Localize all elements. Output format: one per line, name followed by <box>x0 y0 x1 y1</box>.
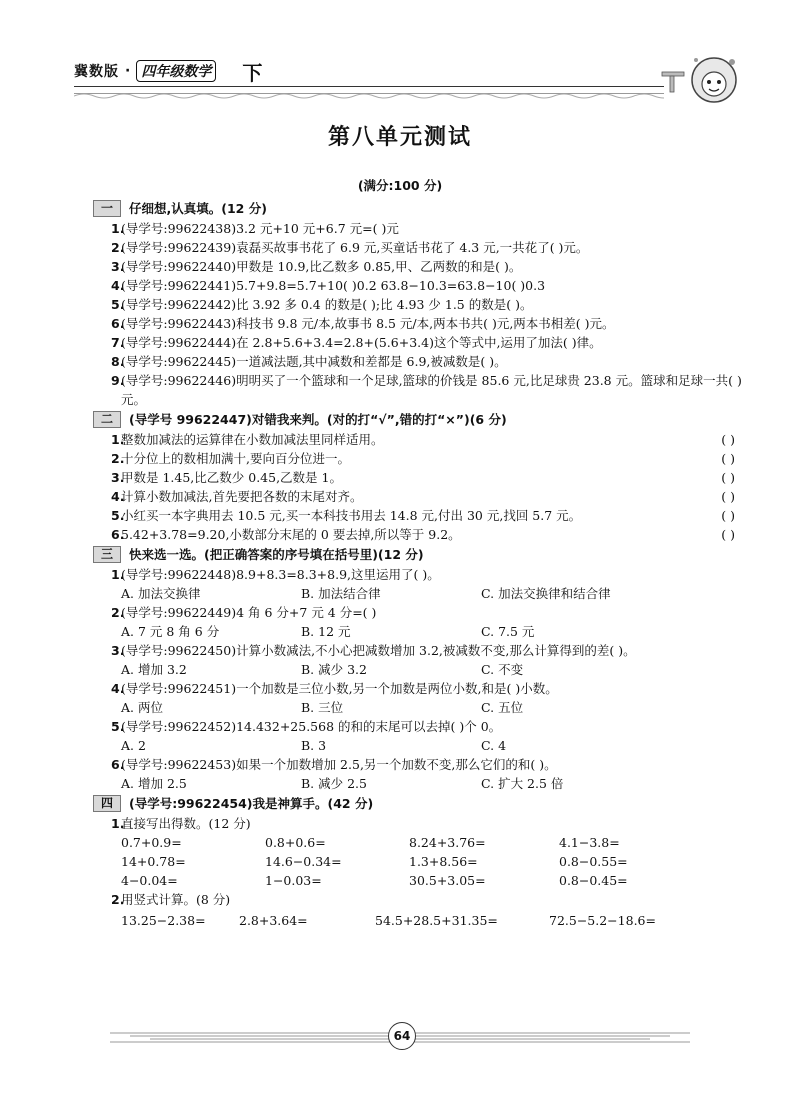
question-item: 4. (导学号:99622441)5.7+9.8=5.7+10( )0.2 63.8−10.3=63.8−10( )0.3 <box>111 278 546 293</box>
answer-blank[interactable]: ( ) <box>721 451 735 466</box>
choice-options <box>93 698 743 717</box>
answer-blank[interactable]: ( ) <box>721 508 735 523</box>
question-text: (导学号:99622451)一个加数是三位小数,另一个加数是两位小数,和是( )小数。 <box>121 681 558 696</box>
total-score: (满分:100 分) <box>357 178 443 193</box>
choice-options <box>93 774 743 793</box>
calc-item: 0.8−0.45= <box>559 873 628 888</box>
edition-label: 冀数版 <box>74 64 119 80</box>
calc-item: 2.8+3.64= <box>239 913 308 928</box>
question-text: 十分位上的数相加满十,要向百分位进一。 <box>121 451 350 466</box>
section-title: (导学号 99622447)对错我来判。(对的打“√”,错的打“×”)(6 分) <box>129 412 507 427</box>
option-a[interactable]: A. 2 <box>121 738 146 753</box>
question-text: (导学号:99622441)5.7+9.8=5.7+10( )0.2 63.8−10.3=63.8−10( )0.3 <box>121 278 546 293</box>
question-item: 1. (导学号:99622438)3.2 元+10 元+6.7 元=( )元 <box>111 221 399 236</box>
choice-question: 5. (导学号:99622452)14.432+25.568 的和的末尾可以去掉( )个 0。 <box>111 719 502 734</box>
subsection-text: 直接写出得数。(12 分) <box>121 816 251 831</box>
calc-item: 1−0.03= <box>265 873 322 888</box>
judge-item: 1. 整数加减法的运算律在小数加减法里同样适用。 ( ) <box>111 432 735 447</box>
subsection-heading: 2. 用竖式计算。(8 分) <box>111 892 231 907</box>
question-text: 计算小数加减法,首先要把各数的末尾对齐。 <box>121 489 363 504</box>
option-c[interactable]: C. 加法交换律和结合律 <box>481 586 611 601</box>
question-text: (导学号:99622440)甲数是 10.9,比乙数多 0.85,甲、乙两数的和是( )。 <box>121 259 522 274</box>
option-b[interactable]: B. 3 <box>301 738 327 753</box>
question-item: 6. (导学号:99622443)科技书 9.8 元/本,故事书 8.5 元/本,两本书共( )元,两本书相差( )元。 <box>111 316 615 331</box>
choice-options <box>93 736 743 755</box>
question-text: (导学号:99622450)计算小数减法,不小心把减数增加 3.2,被减数不变,那么计算得到的差( )。 <box>121 643 636 658</box>
mental-calc-row <box>93 871 743 890</box>
header-wave <box>74 92 664 100</box>
answer-blank[interactable]: ( ) <box>721 470 735 485</box>
choice-question: 2. (导学号:99622449)4 角 6 分+7 元 4 分=( ) <box>111 605 377 620</box>
section-title: 快来选一选。(把正确答案的序号填在括号里)(12 分) <box>129 547 424 562</box>
choice-options <box>93 584 743 603</box>
answer-blank[interactable]: ( ) <box>721 432 735 447</box>
calc-item: 54.5+28.5+31.35= <box>375 913 498 928</box>
choice-options <box>93 622 743 641</box>
question-item: 9. (导学号:99622446)明明买了一个篮球和一个足球,篮球的价钱是 85.6 元,比足球贵 23.8 元。篮球和足球一共( )元。 <box>111 373 742 407</box>
mental-calc-row <box>93 852 743 871</box>
option-a[interactable]: A. 7 元 8 角 6 分 <box>121 624 220 639</box>
question-text: (导学号:99622448)8.9+8.3=8.3+8.9,这里运用了( )。 <box>121 567 440 582</box>
footer-rule-left <box>110 1031 390 1043</box>
calc-item: 30.5+3.05= <box>409 873 486 888</box>
option-a[interactable]: A. 两位 <box>121 700 163 715</box>
option-c[interactable]: C. 4 <box>481 738 507 753</box>
question-item: 2. (导学号:99622439)袁磊买故事书花了 6.9 元,买童话书花了 4.3 元,一共花了( )元。 <box>111 240 589 255</box>
question-text: (导学号:99622439)袁磊买故事书花了 6.9 元,买童话书花了 4.3 元,一共花了( )元。 <box>121 240 589 255</box>
choice-question: 6. (导学号:99622453)如果一个加数增加 2.5,另一个加数不变,那么它们的和( )。 <box>111 757 557 772</box>
page-title: 第八单元测试 <box>327 125 472 150</box>
question-text: 小红买一本字典用去 10.5 元,买一本科技书用去 14.8 元,付出 30 元,找回 5.7 元。 <box>121 508 582 523</box>
question-text: 甲数是 1.45,比乙数少 0.45,乙数是 1。 <box>121 470 342 485</box>
calc-item: 13.25−2.38= <box>121 913 206 928</box>
question-item: 7. (导学号:99622444)在 2.8+5.6+3.4=2.8+(5.6+3.4)这个等式中,运用了加法( )律。 <box>111 335 602 350</box>
calc-item: 4−0.04= <box>121 873 178 888</box>
grade-label: 四年级数学 <box>136 60 216 82</box>
page-number: 64 <box>388 1022 416 1050</box>
calc-item: 72.5−5.2−18.6= <box>549 913 656 928</box>
option-b[interactable]: B. 三位 <box>301 700 344 715</box>
question-text: (导学号:99622444)在 2.8+5.6+3.4=2.8+(5.6+3.4)这个等式中,运用了加法( )律。 <box>121 335 602 350</box>
question-text: (导学号:99622453)如果一个加数增加 2.5,另一个加数不变,那么它们的和( )。 <box>121 757 557 772</box>
question-text: (导学号:99622446)明明买了一个篮球和一个足球,篮球的价钱是 85.6 元,比足球贵 23.8 元。篮球和足球一共( )元。 <box>121 373 742 407</box>
section-heading <box>93 409 743 430</box>
question-text: (导学号:99622438)3.2 元+10 元+6.7 元=( )元 <box>121 221 399 236</box>
section-heading <box>93 793 743 814</box>
option-b[interactable]: B. 减少 3.2 <box>301 662 367 677</box>
choice-question: 1. (导学号:99622448)8.9+8.3=8.3+8.9,这里运用了( )。 <box>111 567 440 582</box>
question-text: (导学号:99622449)4 角 6 分+7 元 4 分=( ) <box>121 605 377 620</box>
question-text: 5.42+3.78=9.20,小数部分末尾的 0 要去掉,所以等于 9.2。 <box>121 527 461 542</box>
cartoon-decoration-icon <box>652 50 742 106</box>
answer-blank[interactable]: ( ) <box>721 489 735 504</box>
calc-item: 14.6−0.34= <box>265 854 342 869</box>
section-heading <box>93 544 743 565</box>
calc-item: 1.3+8.56= <box>409 854 478 869</box>
question-text: (导学号:99622443)科技书 9.8 元/本,故事书 8.5 元/本,两本书共( )元,两本书相差( )元。 <box>121 316 615 331</box>
judge-item: 6. 5.42+3.78=9.20,小数部分末尾的 0 要去掉,所以等于 9.2。 ( ) <box>111 527 735 542</box>
question-text: 整数加减法的运算律在小数加减法里同样适用。 <box>121 432 384 447</box>
section-number: 一 <box>93 200 121 217</box>
choice-question: 3. (导学号:99622450)计算小数减法,不小心把减数增加 3.2,被减数不变,那么计算得到的差( )。 <box>111 643 636 658</box>
choice-options <box>93 660 743 679</box>
section-heading <box>93 198 743 219</box>
calc-item: 0.7+0.9= <box>121 835 182 850</box>
option-b[interactable]: B. 加法结合律 <box>301 586 381 601</box>
question-text: (导学号:99622445)一道减法题,其中减数和差都是 6.9,被减数是( )。 <box>121 354 507 369</box>
option-b[interactable]: B. 减少 2.5 <box>301 776 367 791</box>
question-item: 5. (导学号:99622442)比 3.92 多 0.4 的数是( );比 4.93 少 1.5 的数是( )。 <box>111 297 533 312</box>
worksheet-content <box>93 198 743 930</box>
calc-item: 8.24+3.76= <box>409 835 486 850</box>
option-a[interactable]: A. 加法交换律 <box>121 586 201 601</box>
footer-rule-right <box>410 1031 690 1043</box>
section-title: (导学号:99622454)我是神算手。(42 分) <box>129 796 374 811</box>
page-header <box>74 58 262 84</box>
judge-item: 3. 甲数是 1.45,比乙数少 0.45,乙数是 1。 ( ) <box>111 470 735 485</box>
choice-question: 4. (导学号:99622451)一个加数是三位小数,另一个加数是两位小数,和是( )小数。 <box>111 681 558 696</box>
subsection-heading: 1. 直接写出得数。(12 分) <box>111 816 251 831</box>
judge-item: 2. 十分位上的数相加满十,要向百分位进一。 ( ) <box>111 451 735 466</box>
header-dot: · <box>125 63 131 79</box>
vertical-calc-row <box>93 911 743 930</box>
question-text: (导学号:99622452)14.432+25.568 的和的末尾可以去掉( )个 0。 <box>121 719 502 734</box>
subsection-text: 用竖式计算。(8 分) <box>121 892 231 907</box>
section-number: 二 <box>93 411 121 428</box>
calc-item: 0.8+0.6= <box>265 835 326 850</box>
calc-item: 4.1−3.8= <box>559 835 620 850</box>
option-a[interactable]: A. 增加 2.5 <box>121 776 187 791</box>
option-c[interactable]: C. 不变 <box>481 662 524 677</box>
section-number: 三 <box>93 546 121 563</box>
calc-item: 14+0.78= <box>121 854 186 869</box>
judge-item: 5. 小红买一本字典用去 10.5 元,买一本科技书用去 14.8 元,付出 30 元,找回 5.7 元。 ( ) <box>111 508 735 523</box>
option-c[interactable]: C. 扩大 2.5 倍 <box>481 776 564 791</box>
page-footer <box>110 1022 690 1052</box>
option-a[interactable]: A. 增加 3.2 <box>121 662 187 677</box>
question-item: 8. (导学号:99622445)一道减法题,其中减数和差都是 6.9,被减数是( )。 <box>111 354 507 369</box>
option-c[interactable]: C. 7.5 元 <box>481 624 535 639</box>
option-c[interactable]: C. 五位 <box>481 700 524 715</box>
section-number: 四 <box>93 795 121 812</box>
question-item: 3. (导学号:99622440)甲数是 10.9,比乙数多 0.85,甲、乙两数的和是( )。 <box>111 259 522 274</box>
answer-blank[interactable]: ( ) <box>721 527 735 542</box>
option-b[interactable]: B. 12 元 <box>301 624 351 639</box>
mental-calc-row <box>93 833 743 852</box>
judge-item: 4. 计算小数加减法,首先要把各数的末尾对齐。 ( ) <box>111 489 735 504</box>
section-title: 仔细想,认真填。(12 分) <box>129 201 267 216</box>
question-text: (导学号:99622442)比 3.92 多 0.4 的数是( );比 4.93 少 1.5 的数是( )。 <box>121 297 533 312</box>
calc-item: 0.8−0.55= <box>559 854 628 869</box>
volume-label: 下 <box>242 60 263 85</box>
